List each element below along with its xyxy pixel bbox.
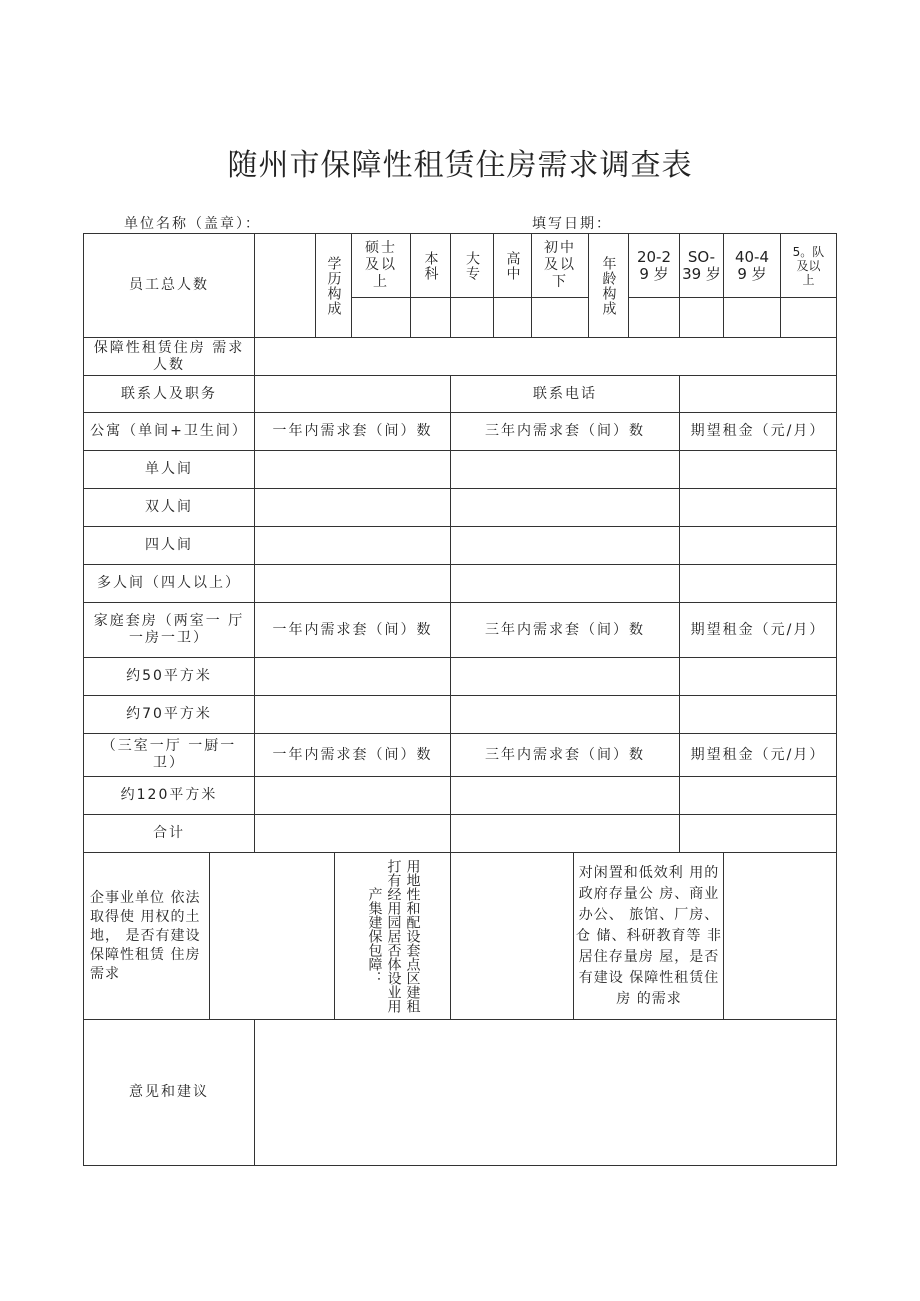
row-70-sqm: 约70平方米 bbox=[126, 706, 212, 722]
edu-highschool: 高中 bbox=[504, 250, 521, 281]
row-total: 合计 bbox=[153, 825, 185, 841]
age-label: 年龄构成 bbox=[600, 255, 617, 316]
row-single-room: 单人间 bbox=[145, 461, 193, 477]
age-20-29: 20-2 9 岁 bbox=[636, 247, 672, 283]
page-title: 随州市保障性租赁住房需求调查表 bbox=[227, 148, 693, 183]
col-one-year: 一年内需求套（间）数 bbox=[272, 746, 433, 763]
row-quad-room: 四人间 bbox=[145, 537, 193, 553]
land-use-question: 企事业单位 依法取得使 用权的土地， 是否有建设 保障性租赁 住房需求 bbox=[90, 889, 201, 982]
col-one-year: 一年内需求套（间）数 bbox=[272, 423, 433, 439]
row-multi-room: 多人间（四人以上） bbox=[97, 575, 241, 591]
edu-college: 大专 bbox=[464, 250, 480, 281]
industrial-park-question: 用地性和配设套点区建租打有经用园居否体设业用产集建保包障： bbox=[366, 859, 421, 1013]
col-three-year: 三年内需求套（间）数 bbox=[485, 423, 645, 439]
row-double-room: 双人间 bbox=[145, 499, 193, 515]
three-room-section-label: （三室一厅 一厨一卫） bbox=[101, 738, 237, 771]
col-rent: 期望租金（元/月） bbox=[690, 746, 826, 763]
edu-bachelor: 本科 bbox=[422, 250, 439, 281]
contact-phone-label: 联系电话 bbox=[533, 385, 597, 402]
education-label: 学历构成 bbox=[325, 255, 342, 316]
apartment-section-label: 公寓（单间+卫生间） bbox=[90, 423, 248, 439]
col-one-year: 一年内需求套（间）数 bbox=[272, 621, 433, 638]
fill-date-label: 填写日期： bbox=[532, 216, 612, 232]
age-30-39: SO-39 岁 bbox=[682, 247, 721, 283]
family-section-label: 家庭套房（两室一 厅一房一卫） bbox=[93, 613, 245, 646]
idle-property-question: 对闲置和低效利 用的政府存量公 房、商业办公、 旅馆、厂房、仓 储、科研教育等 非居住存量房 屋，是否有建设 保障性租赁住房 的需求 bbox=[576, 864, 722, 1007]
demand-count-label: 保障性租赁住房 需求人数 bbox=[93, 339, 245, 373]
contact-person-label: 联系人及职务 bbox=[121, 385, 217, 402]
row-50-sqm: 约50平方米 bbox=[126, 668, 212, 684]
edu-masters: 硕士及以上 bbox=[365, 240, 397, 290]
age-40-49: 40-4 9 岁 bbox=[734, 247, 770, 283]
col-three-year: 三年内需求套（间）数 bbox=[485, 621, 645, 638]
col-rent: 期望租金（元/月） bbox=[690, 621, 826, 638]
col-rent: 期望租金（元/月） bbox=[690, 423, 826, 439]
edu-junior: 初中及以下 bbox=[544, 240, 576, 290]
row-120-sqm: 约120平方米 bbox=[120, 787, 218, 803]
opinion-label: 意见和建议 bbox=[129, 1084, 209, 1100]
unit-name-label: 单位名称（盖章）： bbox=[124, 216, 261, 232]
age-50-plus: 5。队及以上 bbox=[792, 244, 825, 287]
staff-total-label: 员工总人数 bbox=[129, 277, 209, 293]
col-three-year: 三年内需求套（间）数 bbox=[485, 746, 645, 763]
